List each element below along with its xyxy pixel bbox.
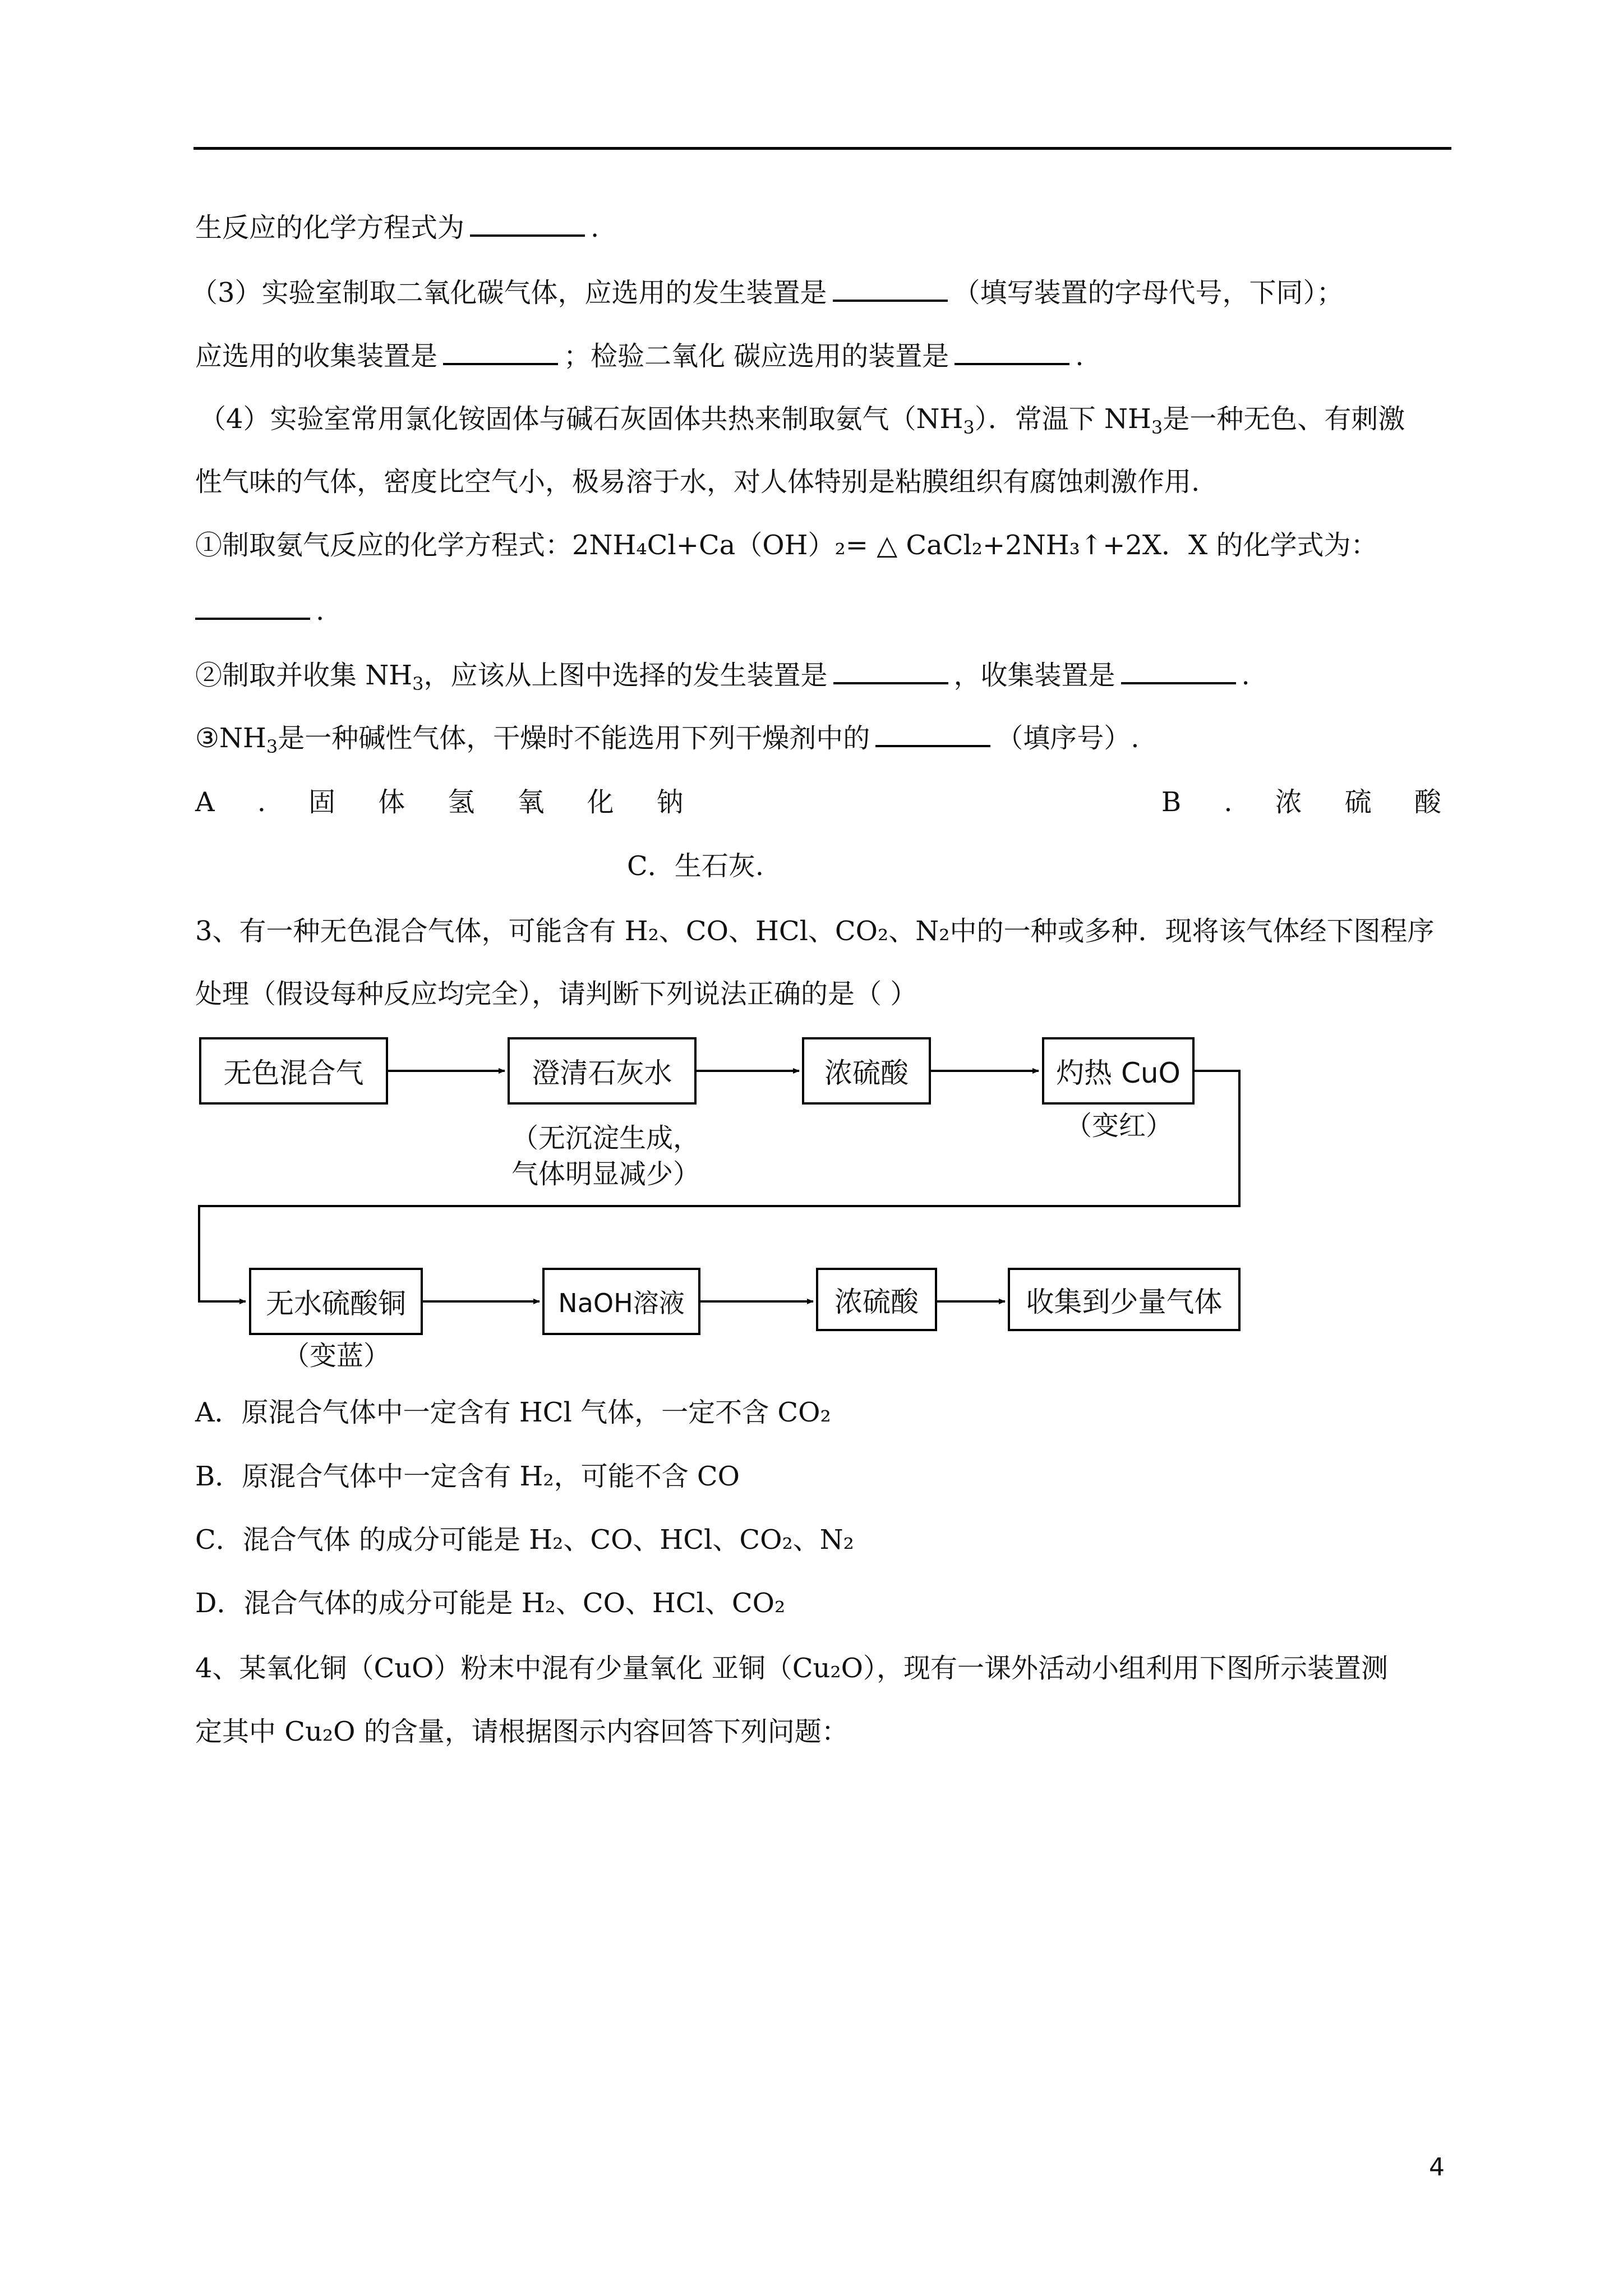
note-cuo: （变红） [1064, 1110, 1173, 1142]
answer-option-c: C．混合气体 的成分可能是 H₂、CO、HCl、CO₂、N₂ [195, 1524, 854, 1556]
option-line: A . 固 体 氢 氧 化 钠 B . 浓 硫 酸 [195, 786, 1441, 818]
flow-box-collect-gas: 收集到少量气体 [1008, 1268, 1241, 1331]
text-line: ①制取氨气反应的化学方程式：2NH₄Cl+Ca（OH）₂= △ CaCl₂+2NH₃↑+2X．X 的化学式为： [195, 530, 1378, 561]
flow-box-hot-cuo: 灼热 CuO [1042, 1037, 1195, 1105]
text-line: 生反应的化学方程式为 . [195, 209, 599, 246]
flow-box-sulfuric-acid: 浓硫酸 [802, 1037, 931, 1105]
answer-option-b: B．原混合气体中一定含有 H₂，可能不含 CO [195, 1461, 740, 1492]
text-line: （4）实验室常用氯化铵固体与碱石灰固体共热来制取氨气$(NH_3)$．常温下 $NH_3$是一种无色、有刺激 [199, 403, 1405, 438]
text-line: 应选用的收集装置是 ；检验二氧化 碳应选用的装置是 . [195, 337, 1084, 374]
question-4-line: 4、某氧化铜（CuO）粉末中混有少量氧化 亚铜（Cu₂O），现有一课外活动小组利用下图所示装置测 [195, 1653, 1389, 1684]
flow-box-sulfuric-acid-2: 浓硫酸 [816, 1268, 937, 1331]
flow-box-limewater: 澄清石灰水 [508, 1037, 697, 1105]
question-4-line: 定其中 Cu₂O 的含量，请根据图示内容回答下列问题： [195, 1716, 849, 1747]
text-line: . [195, 592, 324, 629]
flow-box-naoh: NaOH溶液 [542, 1268, 700, 1335]
flow-box-mixed-gas: 无色混合气 [199, 1037, 388, 1105]
text-line: （3）实验室制取二氧化碳气体，应选用的发生装置是 （填写装置的字母代号，下同）； [191, 274, 1344, 311]
option-c: C．生石灰. [627, 850, 764, 882]
text-line: ②制取并收集 $NH_3$，应该从上图中选择的发生装置是 ，收集装置是 . [195, 656, 1250, 693]
note-cuso4: （变蓝） [282, 1340, 390, 1372]
page-number: 4 [1429, 2153, 1445, 2182]
flow-box-anhydrous-cuso4: 无水硫酸铜 [249, 1268, 423, 1335]
text-line: 性气味的气体，密度比空气小，极易溶于水，对人体特别是粘膜组织有腐蚀刺激作用. [195, 466, 1200, 498]
question-3-line: 3、有一种无色混合气体，可能含有 H₂、CO、HCl、CO₂、N₂中的一种或多种．现将该气体经下图程序 [195, 915, 1435, 947]
question-3-line: 处理（假设每种反应均完全），请判断下列说法正确的是（ ） [195, 978, 917, 1010]
note-limewater: （无沉淀生成， 气体明显减少） [511, 1122, 700, 1190]
text-line: $③NH_3$是一种碱性气体，干燥时不能选用下列干燥剂中的 （填序号）. [195, 719, 1140, 756]
answer-option-d: D．混合气体的成分可能是 H₂、CO、HCl、CO₂ [195, 1588, 786, 1619]
answer-option-a: A．原混合气体中一定含有 HCl 气体，一定不含 CO₂ [195, 1397, 831, 1428]
